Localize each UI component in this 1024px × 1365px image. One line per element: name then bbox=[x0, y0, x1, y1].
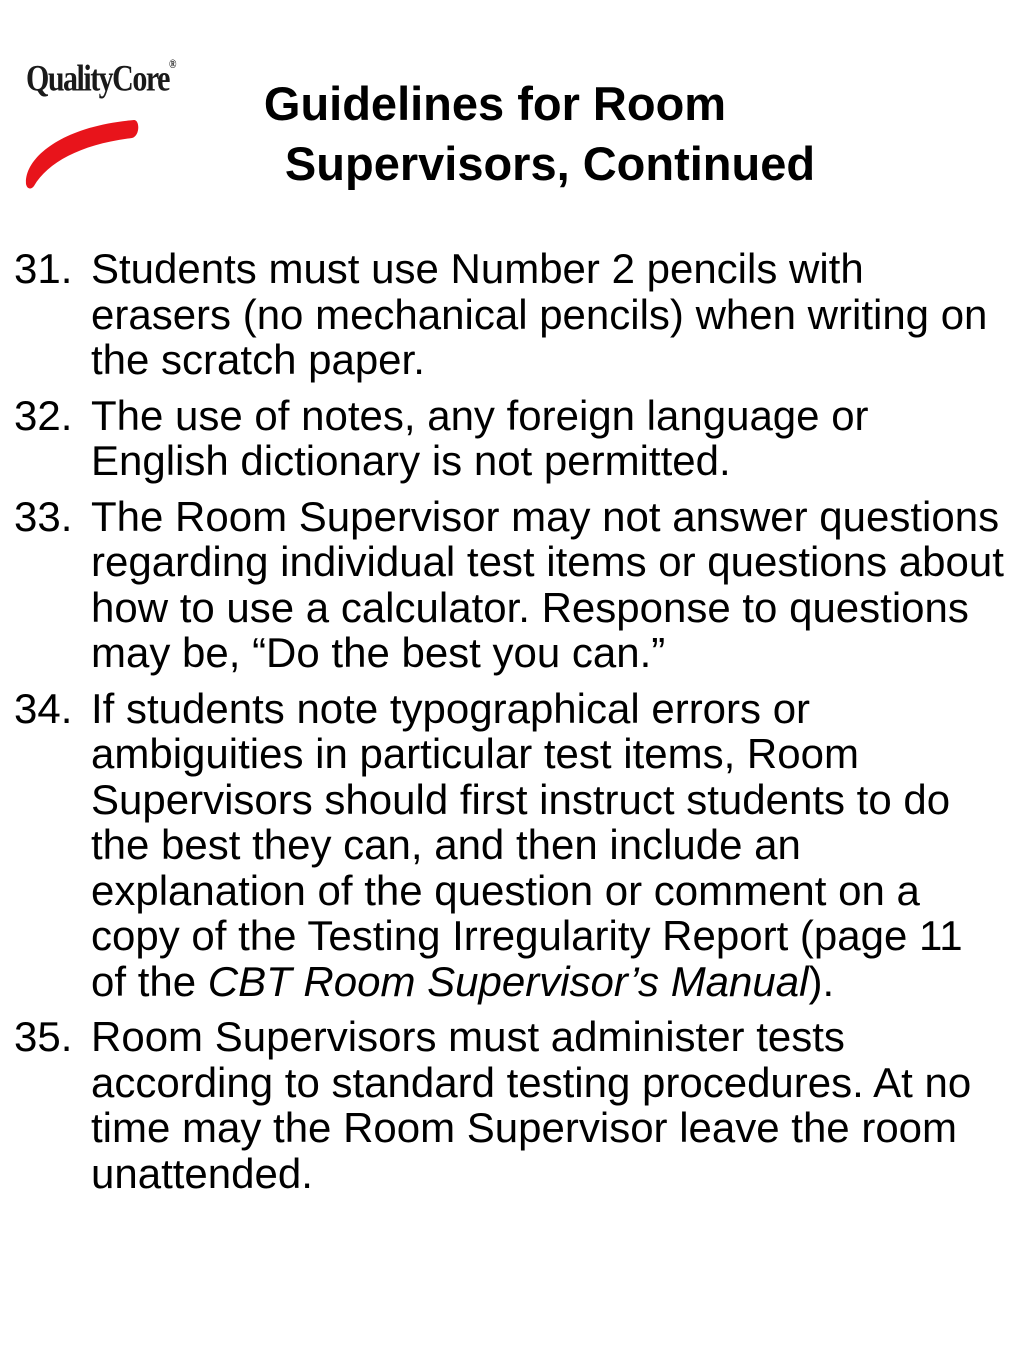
item-text: The use of notes, any foreign language or English dictionary is not permitted. bbox=[91, 391, 869, 484]
item-text: If students note typographical errors or ambiguities in particular test items, Room Supervisors should first instruct students to do the best they can, and then include an explanation of the question or comment on a copy of the Testing Irregularity Report (page 11 of the CBT Room Supervisor’s Manual). bbox=[91, 684, 963, 1005]
qualitycore-logo bbox=[22, 58, 200, 190]
item-number: 33. bbox=[14, 492, 73, 540]
list-item bbox=[14, 686, 1004, 1005]
guidelines-list bbox=[14, 246, 1004, 1206]
list-item bbox=[14, 246, 1004, 383]
logo-wordmark: QualityCore® bbox=[26, 58, 175, 100]
title-line-2: Supervisors, Continued bbox=[284, 137, 816, 190]
manual-title: CBT Room Supervisor’s Manual bbox=[207, 957, 809, 1005]
logo-swoosh-icon bbox=[22, 110, 142, 190]
title-line-1: Guidelines for Room bbox=[263, 77, 727, 130]
item-text: The Room Supervisor may not answer questions regarding individual test items or questions about how to use a calculator. Response to questions may be, “Do the best you can.” bbox=[91, 492, 1004, 676]
item-number: 34. bbox=[14, 684, 73, 732]
list-item bbox=[14, 494, 1004, 676]
item-number: 32. bbox=[14, 391, 73, 439]
list-item bbox=[14, 393, 1004, 484]
item-number: 31. bbox=[14, 245, 73, 292]
page-title bbox=[200, 74, 900, 194]
item-text: Room Supervisors must administer tests according to standard testing procedures. At no time may the Room Supervisor leave the room unattended. bbox=[91, 1013, 972, 1197]
item-number: 35. bbox=[14, 1013, 73, 1060]
item-text: Students must use Number 2 pencils with erasers (no mechanical pencils) when writing on the scratch paper. bbox=[91, 245, 988, 383]
list-item bbox=[14, 1014, 1004, 1196]
